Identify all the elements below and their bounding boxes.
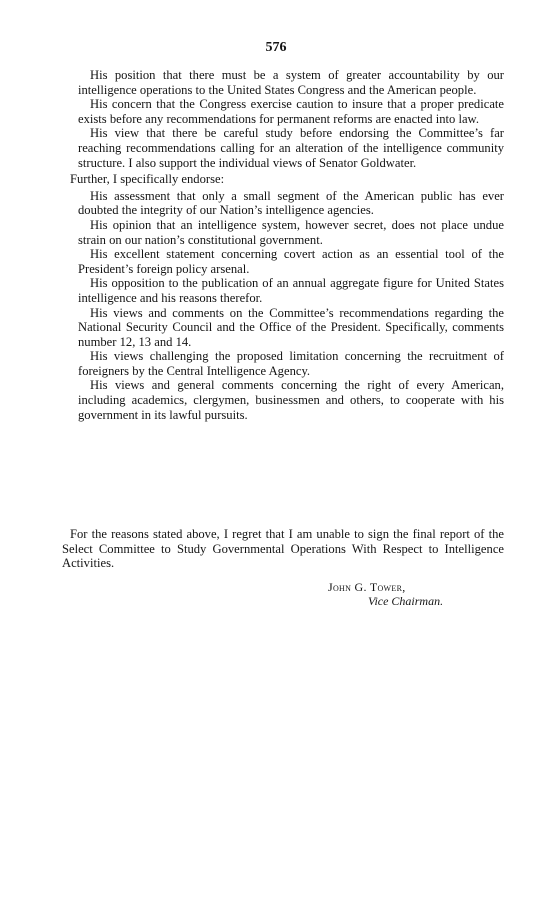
paragraph-text: His views and comments on the Committee’s recommendations regarding the National Security Council and the Office of the President. Specifically, comments number 12, 13 and 14. xyxy=(78,305,504,349)
closing-paragraph: For the reasons stated above, I regret that I am unable to sign the final report of the Select Committee to Study Governmental Operations With Respect to Intelligence Activities. xyxy=(62,527,504,571)
paragraph-text: His view that there be careful study before endorsing the Committee’s far reaching recommendations calling for an alteration of the intelligence community structure. I also support the individual views of Senator Goldwater. xyxy=(78,126,504,170)
paragraph-text: His position that there must be a system of greater accountability by our intelligence operations to the United States Congress and the American people. xyxy=(78,68,504,97)
paragraph-text: His opposition to the publication of an annual aggregate figure for United States intelligence and his reasons therefor. xyxy=(78,276,504,305)
paragraph-text: His opinion that an intelligence system, however secret, does not place undue strain on our nation’s constitutional government. xyxy=(78,217,504,247)
paragraph-recruitment xyxy=(78,349,504,378)
paragraph-text: His views challenging the proposed limitation concerning the recruitment of foreigners by the Central Intelligence Agency. xyxy=(78,349,504,378)
paragraph-careful-study xyxy=(78,126,504,170)
signatory-title: Vice Chairman. xyxy=(368,594,444,608)
signatory-name: John G. Tower, xyxy=(328,580,406,594)
body-text xyxy=(64,68,504,422)
paragraph-covert-action xyxy=(78,247,504,276)
paragraph-text: His views and general comments concerning the right of every American, including academics, clergymen, businessmen and others, to cooperate with his government in its lawful pursuits. xyxy=(78,378,504,422)
paragraph-right-to-cooperate xyxy=(78,378,504,422)
page-number: 576 xyxy=(265,40,287,55)
paragraph-text: His assessment that only a small segment of the American public has ever doubted the integrity of our Nation’s intelligence agencies. xyxy=(78,188,504,218)
paragraph-text: His excellent statement concerning covert action as an essential tool of the President’s foreign policy arsenal. xyxy=(78,247,504,276)
paragraph-text: His concern that the Congress exercise caution to insure that a proper predicate exists before any recommendations for permanent reforms are enacted into law. xyxy=(78,97,504,126)
further-endorse-intro: Further, I specifically endorse: xyxy=(70,172,225,187)
paragraph-assessment xyxy=(78,189,504,218)
paragraph-opinion xyxy=(78,218,504,247)
paragraph-accountability xyxy=(78,68,504,97)
paragraph-caution xyxy=(78,97,504,126)
paragraph-aggregate-figure xyxy=(78,276,504,305)
signature-block xyxy=(328,580,498,608)
paragraph-nsc xyxy=(78,306,504,350)
